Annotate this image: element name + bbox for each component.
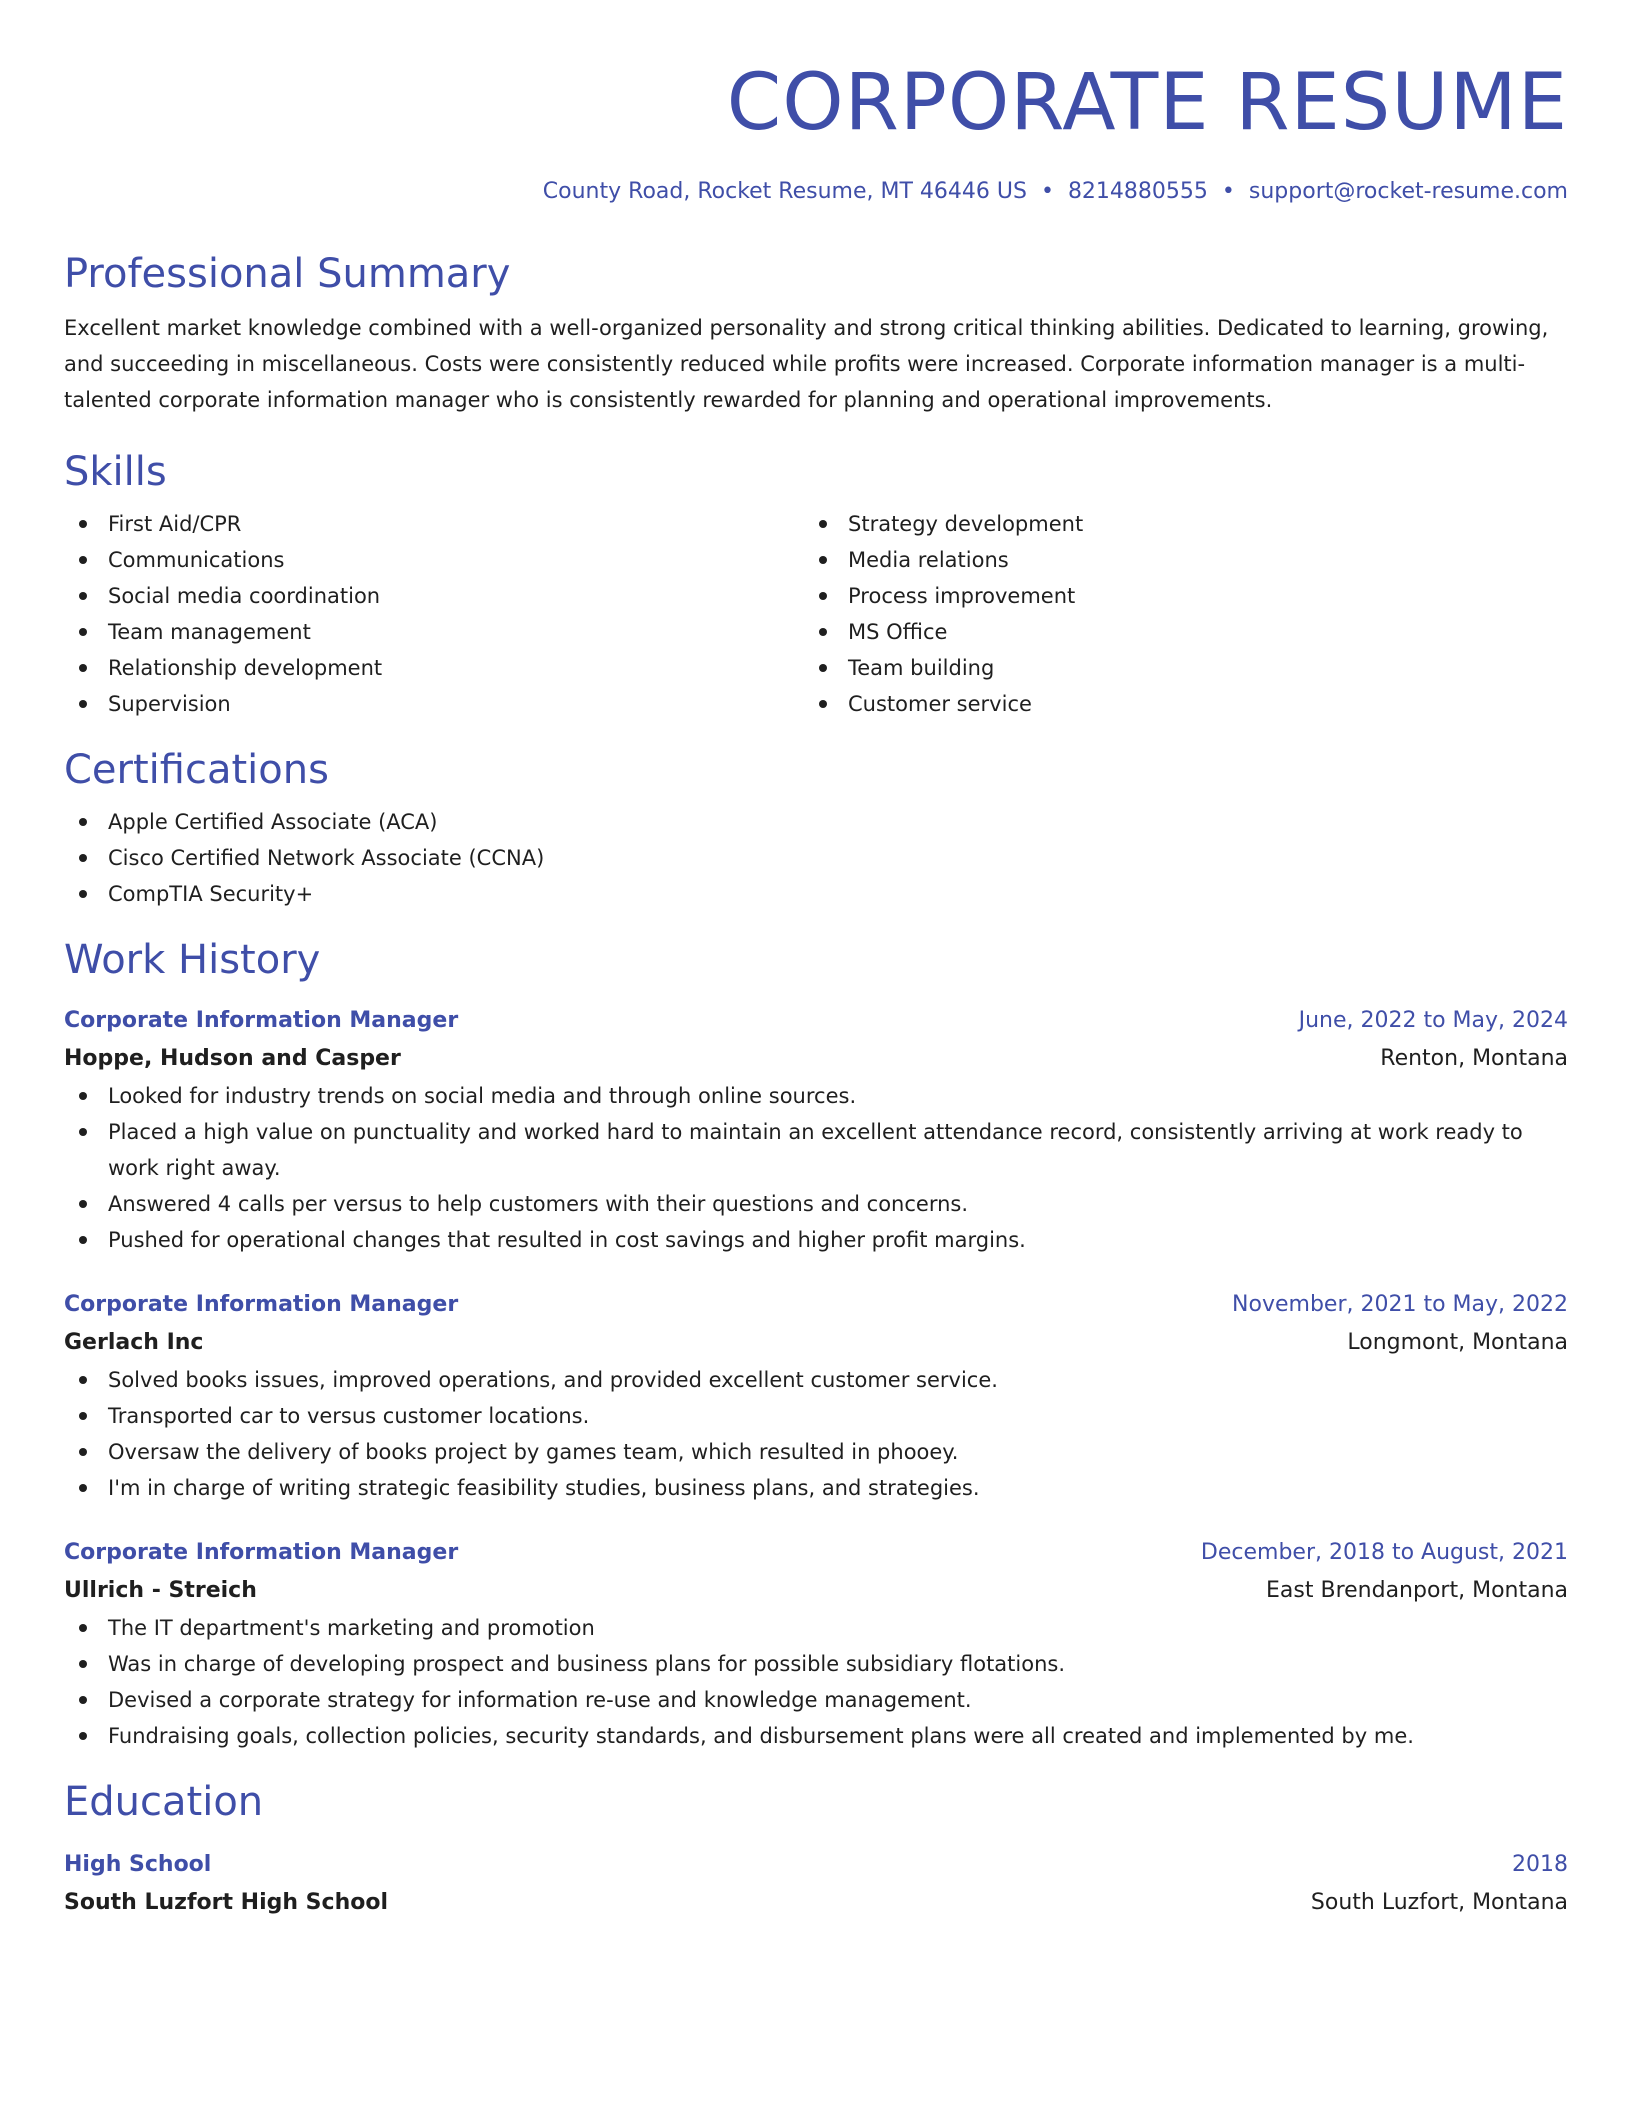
bullet-dot	[819, 520, 827, 528]
bullet-dot	[79, 1128, 87, 1136]
job-bullet: Pushed for operational changes that resulted in cost savings and higher profit margins.	[64, 1222, 1568, 1258]
skills-column-right	[804, 506, 1544, 722]
skill-item: First Aid/CPR	[64, 506, 804, 542]
job-bullet: Oversaw the delivery of books project by games team, which resulted in phooey.	[64, 1434, 1568, 1470]
job-title: Corporate Information Manager	[64, 1008, 459, 1033]
job-bullet: Placed a high value on punctuality and worked hard to maintain an excellent attendance record, consistently arriving at work ready to work right away.	[64, 1114, 1568, 1186]
bullet-dot	[79, 700, 87, 708]
bullet-dot	[819, 700, 827, 708]
job-location: Longmont, Montana	[1347, 1330, 1568, 1355]
job-bullet: Devised a corporate strategy for information re-use and knowledge management.	[64, 1682, 1568, 1718]
bullet-dot	[79, 1092, 87, 1100]
job-bullet: The IT department's marketing and promotion	[64, 1610, 1568, 1646]
skills-column-left	[64, 506, 804, 722]
contact-address: County Road, Rocket Resume, MT 46446 US	[542, 179, 1027, 204]
resume-header	[64, 48, 1568, 208]
job-entry	[64, 1286, 1568, 1506]
resume-name: CORPORATE RESUME	[726, 58, 1568, 148]
work-history-heading: Work History	[64, 937, 321, 983]
skill-item: Media relations	[804, 542, 1544, 578]
bullet-dot	[79, 1448, 87, 1456]
education-school: South Luzfort High School	[64, 1890, 388, 1915]
bullet-dot	[819, 664, 827, 672]
bullet-dot	[819, 628, 827, 636]
bullet-dot	[79, 520, 87, 528]
bullet-dot	[79, 664, 87, 672]
bullet-dot	[79, 854, 87, 862]
bullet-dot	[79, 818, 87, 826]
skill-item: Team management	[64, 614, 804, 650]
education-location: South Luzfort, Montana	[1310, 1890, 1568, 1915]
skill-item: Relationship development	[64, 650, 804, 686]
bullet-dot	[79, 556, 87, 564]
certifications-section	[64, 744, 1568, 912]
bullet-dot	[79, 1200, 87, 1208]
job-entry	[64, 1002, 1568, 1258]
job-company: Gerlach Inc	[64, 1330, 204, 1355]
contact-email[interactable]: support@rocket-resume.com	[1248, 179, 1568, 204]
bullet-dot	[79, 1484, 87, 1492]
skill-item: MS Office	[804, 614, 1544, 650]
bullet-dot	[79, 890, 87, 898]
bullet-dot	[79, 1376, 87, 1384]
bullet-dot	[79, 1732, 87, 1740]
skill-item: Strategy development	[804, 506, 1544, 542]
certification-item: CompTIA Security+	[64, 876, 1568, 912]
education-entry	[64, 1846, 1568, 1922]
job-dates: June, 2022 to May, 2024	[1298, 1008, 1568, 1033]
skill-item: Supervision	[64, 686, 804, 722]
skills-section	[64, 446, 1568, 722]
bullet-dot	[79, 1412, 87, 1420]
job-bullet: Transported car to versus customer locations.	[64, 1398, 1568, 1434]
bullet-dot	[79, 1624, 87, 1632]
skill-item: Process improvement	[804, 578, 1544, 614]
education-section	[64, 1776, 1568, 1922]
job-company: Ullrich - Streich	[64, 1578, 257, 1603]
job-bullet: Looked for industry trends on social media and through online sources.	[64, 1078, 1568, 1114]
certification-item: Cisco Certified Network Associate (CCNA)	[64, 840, 1568, 876]
summary-section	[64, 248, 1568, 418]
bullet-dot	[79, 628, 87, 636]
skill-item: Team building	[804, 650, 1544, 686]
certification-item: Apple Certified Associate (ACA)	[64, 804, 1568, 840]
bullet-dot	[79, 1236, 87, 1244]
job-dates: December, 2018 to August, 2021	[1200, 1540, 1568, 1565]
job-company: Hoppe, Hudson and Casper	[64, 1046, 401, 1071]
job-bullet: Was in charge of developing prospect and business plans for possible subsidiary flotations.	[64, 1646, 1568, 1682]
bullet-dot	[79, 1660, 87, 1668]
job-entry	[64, 1534, 1568, 1754]
job-location: Renton, Montana	[1380, 1046, 1568, 1071]
contact-phone: 8214880555	[1067, 179, 1208, 204]
job-bullet: I'm in charge of writing strategic feasibility studies, business plans, and strategies.	[64, 1470, 1568, 1506]
bullet-dot	[819, 592, 827, 600]
job-bullet: Fundraising goals, collection policies, security standards, and disbursement plans were all created and implemented by me.	[64, 1718, 1568, 1754]
education-degree: High School	[64, 1852, 212, 1877]
job-title: Corporate Information Manager	[64, 1540, 459, 1565]
job-title: Corporate Information Manager	[64, 1292, 459, 1317]
bullet-dot	[79, 1696, 87, 1704]
bullet-dot	[819, 556, 827, 564]
bullet-dot	[79, 592, 87, 600]
job-bullet: Solved books issues, improved operations, and provided excellent customer service.	[64, 1362, 1568, 1398]
skill-item: Customer service	[804, 686, 1544, 722]
education-heading: Education	[64, 1779, 264, 1825]
work-history-section	[64, 934, 1568, 1754]
contact-line	[64, 176, 1568, 208]
summary-text: Excellent market knowledge combined with a well-organized personality and strong critical thinking abilities. Dedicated to learning, growing, and succeeding in miscellaneous. Costs were consistently reduced while profits were increased. Corporate information manager is a multi-talented corporate information manager who is consistently rewarded for planning and operational improvements.	[64, 316, 1549, 412]
skill-item: Communications	[64, 542, 804, 578]
contact-separator: •	[1221, 179, 1235, 204]
summary-heading: Professional Summary	[64, 251, 511, 297]
job-bullet: Answered 4 calls per versus to help customers with their questions and concerns.	[64, 1186, 1568, 1222]
job-location: East Brendanport, Montana	[1266, 1578, 1568, 1603]
skills-heading: Skills	[64, 449, 167, 495]
certifications-heading: Certifications	[64, 747, 329, 793]
contact-separator: •	[1040, 179, 1054, 204]
skills-grid	[64, 506, 1568, 722]
education-year: 2018	[1512, 1852, 1568, 1877]
job-dates: November, 2021 to May, 2022	[1232, 1292, 1568, 1317]
skill-item: Social media coordination	[64, 578, 804, 614]
